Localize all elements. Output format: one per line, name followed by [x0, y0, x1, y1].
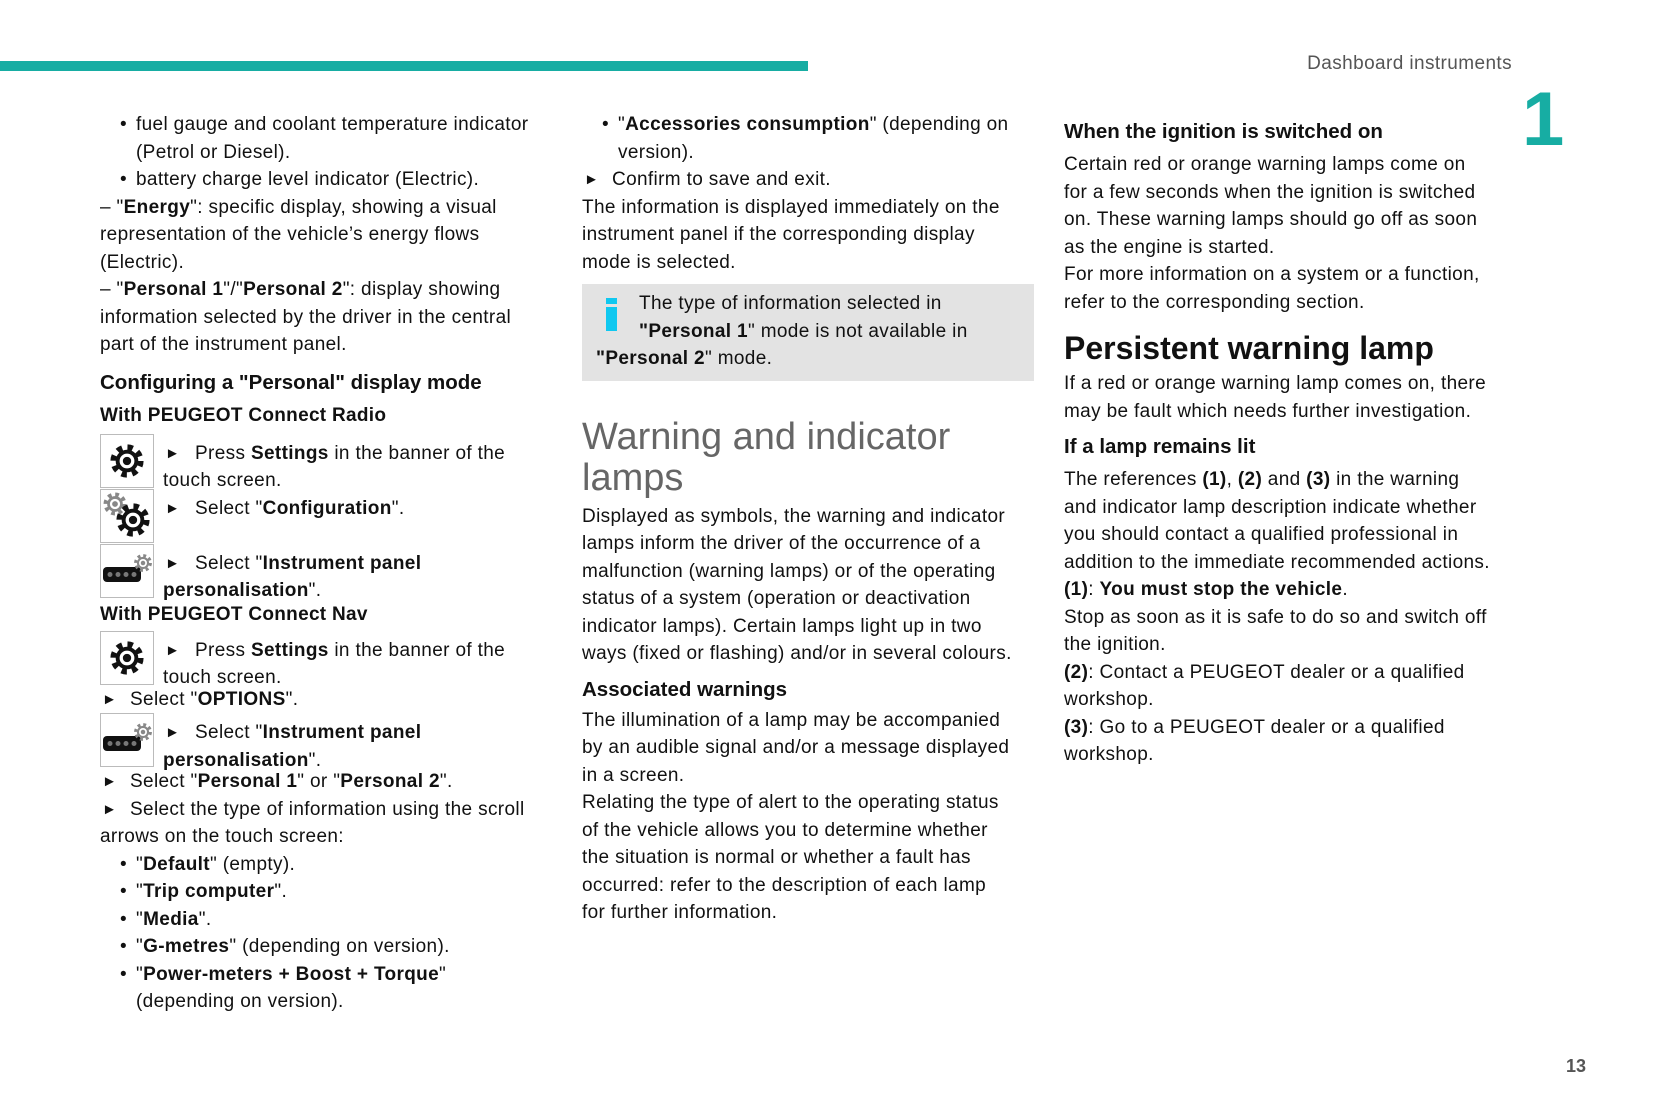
text-run: Select the type of information using the scroll: [130, 798, 525, 820]
text-run: information selected by the driver in the central: [100, 306, 512, 328]
text-run: on. These warning lamps should go off as soon: [1064, 209, 1478, 230]
text-line: [100, 249, 560, 277]
bold-text-run: Energy: [123, 196, 191, 218]
bold-text-run: Personal 2: [340, 771, 440, 792]
text-line: [100, 139, 560, 167]
text-line: [100, 304, 560, 332]
bold-text-run: (3): [1064, 716, 1089, 738]
text-run: ": [136, 908, 144, 930]
text-line: [582, 558, 1034, 586]
text-run: " or ": [297, 771, 341, 792]
instruction-line: [100, 686, 560, 714]
text-run: ": [136, 963, 144, 985]
text-run: malfunction (warning lamps) or of the operating: [582, 560, 996, 582]
text-line: [1064, 714, 1524, 742]
bullet-item: [100, 961, 560, 989]
text-run: – ": [100, 196, 124, 218]
text-run: the ignition.: [1064, 634, 1166, 655]
text-run: as the engine is started.: [1064, 236, 1275, 258]
text-run: workshop.: [1064, 744, 1154, 765]
bold-text-run: Default: [143, 853, 210, 875]
text-run: mode is selected.: [582, 251, 736, 273]
left-column: [100, 111, 560, 1016]
text-run: – ": [100, 279, 124, 300]
text-run: ": specific display, showing a visual: [190, 196, 497, 218]
settings-gear-icon: [100, 631, 154, 685]
text-run: Select ": [130, 688, 198, 710]
chapter-number: 1: [1522, 77, 1565, 162]
text-run: Stop as soon as it is safe to do so and switch off: [1064, 606, 1487, 628]
text-run: in the warning: [1330, 469, 1460, 490]
bold-text-run: Accessories consumption: [625, 114, 870, 135]
section-title: Dashboard instruments: [1307, 53, 1512, 74]
minor-heading: [100, 400, 560, 432]
settings-gear-icon: [100, 434, 154, 488]
bold-text-run: Settings: [250, 639, 329, 661]
text-run: version).: [618, 141, 695, 163]
text-line: [582, 789, 1034, 817]
text-run: With PEUGEOT Connect Nav: [100, 603, 368, 625]
bold-text-run: (2): [1064, 661, 1089, 683]
subheading: [100, 365, 560, 400]
text-line: [100, 331, 560, 359]
text-run: The type of information selected in: [639, 293, 942, 314]
subheading: [1064, 114, 1524, 149]
bullet-item: [100, 906, 560, 934]
text-run: ": [439, 963, 447, 985]
text-run: arrows on the touch screen:: [100, 826, 344, 847]
text-run: indicator lamps). Certain lamps light up in two: [582, 615, 982, 637]
text-line: [1064, 604, 1524, 632]
step-line: [163, 495, 404, 523]
text-run: Displayed as symbols, the warning and indicator: [582, 505, 1006, 527]
text-run: Press: [195, 639, 251, 661]
text-run: (Petrol or Diesel).: [136, 141, 291, 163]
text-run: part of the instrument panel.: [100, 334, 347, 355]
info-note-box: [582, 284, 1034, 381]
text-line: [1064, 289, 1524, 317]
text-run: the situation is normal or whether a fault has: [582, 847, 971, 868]
text-run: ": [136, 881, 144, 902]
text-line: [582, 139, 1034, 167]
text-run: of the vehicle allows you to determine whether: [582, 819, 988, 841]
arrow-right-icon: ►: [165, 499, 181, 517]
bold-text-run: Instrument panel: [262, 552, 422, 574]
text-run: ,: [1226, 469, 1238, 490]
text-line: [1064, 370, 1524, 398]
text-line: [582, 613, 1034, 641]
text-run: touch screen.: [163, 667, 282, 688]
subheading: [582, 672, 1034, 707]
text-run: ".: [285, 688, 299, 710]
bold-text-run: personalisation: [163, 580, 309, 601]
step-text: [163, 719, 421, 774]
text-line: [1064, 398, 1524, 426]
text-run: Confirm to save and exit.: [612, 169, 831, 190]
text-run: Configuring a "Personal" display mode: [100, 370, 482, 394]
step-text: [163, 550, 421, 605]
text-line: [1064, 466, 1524, 494]
text-line: [1064, 151, 1524, 179]
text-run: you should contact a qualified professional in: [1064, 524, 1459, 545]
text-run: " mode is not available in: [747, 320, 968, 342]
step-text: [163, 495, 404, 523]
text-line: [582, 899, 1034, 927]
bold-text-run: Instrument panel: [262, 722, 422, 743]
text-line: [1064, 206, 1524, 234]
instrument-panel-icon: [100, 713, 154, 767]
text-run: and indicator lamp description indicate whether: [1064, 496, 1477, 518]
bold-text-run: G-metres: [143, 936, 230, 957]
text-run: " (depending on: [869, 114, 1009, 135]
text-run: may be fault which needs further investigation.: [1064, 400, 1472, 422]
text-line: [100, 823, 560, 851]
text-run: lamps inform the driver of the occurrence of a: [582, 533, 981, 554]
arrow-right-icon: ►: [102, 773, 118, 790]
configuration-gears-icon: [100, 489, 154, 543]
instruction-line: [582, 166, 1034, 194]
text-run: in the banner of the: [328, 639, 506, 661]
bold-text-run: OPTIONS: [197, 688, 286, 710]
text-line: [582, 707, 1034, 735]
text-line: [1064, 261, 1524, 289]
text-run: ".: [308, 749, 322, 771]
text-run: in the banner of the: [328, 442, 506, 464]
text-run: Associated warnings: [582, 677, 788, 701]
text-run: If a lamp remains lit: [1064, 435, 1256, 458]
arrow-right-icon: ►: [102, 690, 118, 708]
step-line: [163, 637, 505, 665]
bullet-item: [100, 111, 560, 139]
bold-text-run: Settings: [250, 442, 329, 464]
bold-text-run: You must stop the vehicle: [1099, 579, 1343, 600]
text-run: ".: [274, 881, 288, 902]
subheading: [1064, 429, 1524, 464]
text-run: ".: [198, 908, 212, 930]
text-line: [582, 762, 1034, 790]
text-run: ".: [439, 771, 453, 792]
bold-text-run: "Personal 1: [639, 320, 748, 342]
text-line: [1064, 686, 1524, 714]
text-line: [582, 817, 1034, 845]
bold-text-run: (1): [1202, 469, 1227, 490]
bullet-item: [582, 111, 1034, 139]
text-run: ": [618, 114, 626, 135]
bullet-item: [100, 878, 560, 906]
instruction-step: [100, 489, 560, 544]
instruction-step: [100, 631, 560, 686]
text-run: addition to the immediate recommended actions.: [1064, 551, 1490, 573]
text-line: [582, 530, 1034, 558]
step-line: [163, 719, 421, 747]
text-run: Select ": [195, 497, 263, 519]
bold-text-run: Media: [143, 908, 199, 930]
text-run: : Go to a PEUGEOT dealer or a qualified: [1088, 716, 1445, 738]
text-run: status of a system (operation or deactivation: [582, 588, 971, 609]
text-run: (Electric).: [100, 251, 185, 273]
step-line: [163, 550, 421, 578]
text-run: for a few seconds when the ignition is switched: [1064, 181, 1476, 203]
text-run: ".: [308, 580, 322, 601]
text-line: [582, 640, 1034, 668]
text-run: touch screen.: [163, 470, 282, 491]
text-run: Relating the type of alert to the operating status: [582, 792, 999, 813]
text-line: [582, 221, 1034, 249]
text-run: (depending on version).: [136, 991, 344, 1012]
section-heading-line: lamps: [582, 456, 684, 499]
text-run: "/": [223, 279, 244, 300]
arrow-right-icon: ►: [584, 171, 600, 188]
section-heading-line: Warning and indicator: [582, 415, 951, 458]
text-run: For more information on a system or a function,: [1064, 264, 1480, 285]
text-run: .: [1342, 579, 1348, 600]
arrow-right-icon: ►: [165, 554, 181, 572]
bold-text-run: Power-meters + Boost + Torque: [143, 963, 440, 985]
text-run: The references: [1064, 469, 1203, 490]
step-text: [163, 440, 505, 495]
text-run: occurred: refer to the description of each lamp: [582, 874, 987, 896]
middle-column: [582, 111, 1034, 927]
text-run: ".: [391, 497, 405, 519]
text-run: Persistent warning lamp: [1064, 330, 1434, 366]
text-run: " mode.: [704, 348, 773, 369]
text-run: refer to the corresponding section.: [1064, 291, 1365, 313]
text-run: If a red or orange warning lamp comes on, there: [1064, 373, 1486, 394]
step-line: [163, 577, 421, 605]
step-line: [163, 440, 505, 468]
text-run: by an audible signal and/or a message displayed: [582, 737, 1010, 758]
bold-text-run: personalisation: [163, 749, 309, 771]
text-run: workshop.: [1064, 689, 1154, 710]
text-line: [1064, 741, 1524, 769]
text-run: " (empty).: [209, 853, 296, 875]
header-accent-bar: [0, 61, 808, 71]
text-run: ": [136, 936, 144, 957]
bold-text-run: (1): [1064, 579, 1089, 600]
text-run: With PEUGEOT Connect Radio: [100, 404, 387, 426]
text-run: fuel gauge and coolant temperature indicator: [136, 114, 529, 135]
text-run: Select ": [195, 552, 263, 574]
text-line: [1064, 631, 1524, 659]
arrow-right-icon: ►: [165, 641, 181, 659]
text-line: [1064, 234, 1524, 262]
text-run: representation of the vehicle’s energy flows: [100, 224, 480, 245]
instruction-line: [100, 768, 560, 796]
bold-text-run: Personal 1: [197, 771, 298, 792]
text-run: " (depending on version).: [229, 936, 450, 957]
instruction-line: [100, 796, 560, 824]
instruction-step: [100, 713, 560, 771]
text-line: [582, 872, 1034, 900]
text-line: [582, 585, 1034, 613]
heading: [1064, 326, 1524, 370]
text-line: [100, 221, 560, 249]
step-text: [163, 637, 505, 692]
text-run: Select ": [195, 722, 263, 743]
text-line: [1064, 549, 1524, 577]
text-run: The information is displayed immediately on the: [582, 196, 1000, 218]
text-run: The illumination of a lamp may be accompanied: [582, 709, 1001, 731]
text-line: [582, 503, 1034, 531]
text-run: Certain red or orange warning lamps come on: [1064, 154, 1466, 175]
text-line: [100, 276, 560, 304]
text-line: [582, 734, 1034, 762]
text-run: and: [1262, 469, 1307, 490]
text-line: [582, 249, 1034, 277]
arrow-right-icon: ►: [165, 444, 181, 462]
bold-text-run: Configuration: [262, 497, 392, 519]
text-line: [1064, 494, 1524, 522]
section-heading: [582, 417, 1034, 499]
bold-text-run: "Personal 2: [596, 348, 705, 369]
instruction-step: [100, 434, 560, 489]
text-run: : Contact a PEUGEOT dealer or a qualified: [1088, 661, 1465, 683]
page-number: 13: [1566, 1056, 1587, 1076]
text-run: instrument panel if the corresponding display: [582, 224, 975, 245]
bold-text-run: Trip computer: [143, 881, 275, 902]
text-line: [582, 194, 1034, 222]
text-run: ": display showing: [342, 279, 501, 300]
info-note-line: [596, 345, 1034, 373]
arrow-right-icon: ►: [165, 724, 181, 741]
text-run: ": [136, 853, 144, 875]
text-run: in a screen.: [582, 764, 685, 786]
text-run: Select ": [130, 771, 198, 792]
bullet-item: [100, 166, 560, 194]
text-line: [100, 194, 560, 222]
text-line: [1064, 576, 1524, 604]
text-line: [1064, 659, 1524, 687]
instruction-step: [100, 544, 560, 599]
bold-text-run: (2): [1237, 469, 1263, 490]
info-note-line: [596, 318, 1034, 346]
text-line: [582, 844, 1034, 872]
bullet-item: [100, 851, 560, 879]
text-line: [1064, 521, 1524, 549]
bold-text-run: Personal 1: [123, 279, 224, 300]
text-run: Press: [195, 442, 251, 464]
bold-text-run: (3): [1306, 469, 1331, 490]
right-column: [1064, 111, 1524, 769]
bold-text-run: Personal 2: [243, 279, 343, 300]
arrow-right-icon: ►: [102, 800, 118, 818]
text-run: :: [1088, 579, 1100, 600]
text-line: [100, 988, 560, 1016]
text-run: battery charge level indicator (Electric).: [136, 169, 480, 190]
info-note-line: [596, 290, 1034, 318]
instrument-panel-icon: [100, 544, 154, 598]
text-run: ways (fixed or flashing) and/or in several colours.: [582, 643, 1012, 664]
bullet-item: [100, 933, 560, 961]
text-run: When the ignition is switched on: [1064, 120, 1383, 143]
text-line: [1064, 179, 1524, 207]
text-run: for further information.: [582, 902, 778, 923]
